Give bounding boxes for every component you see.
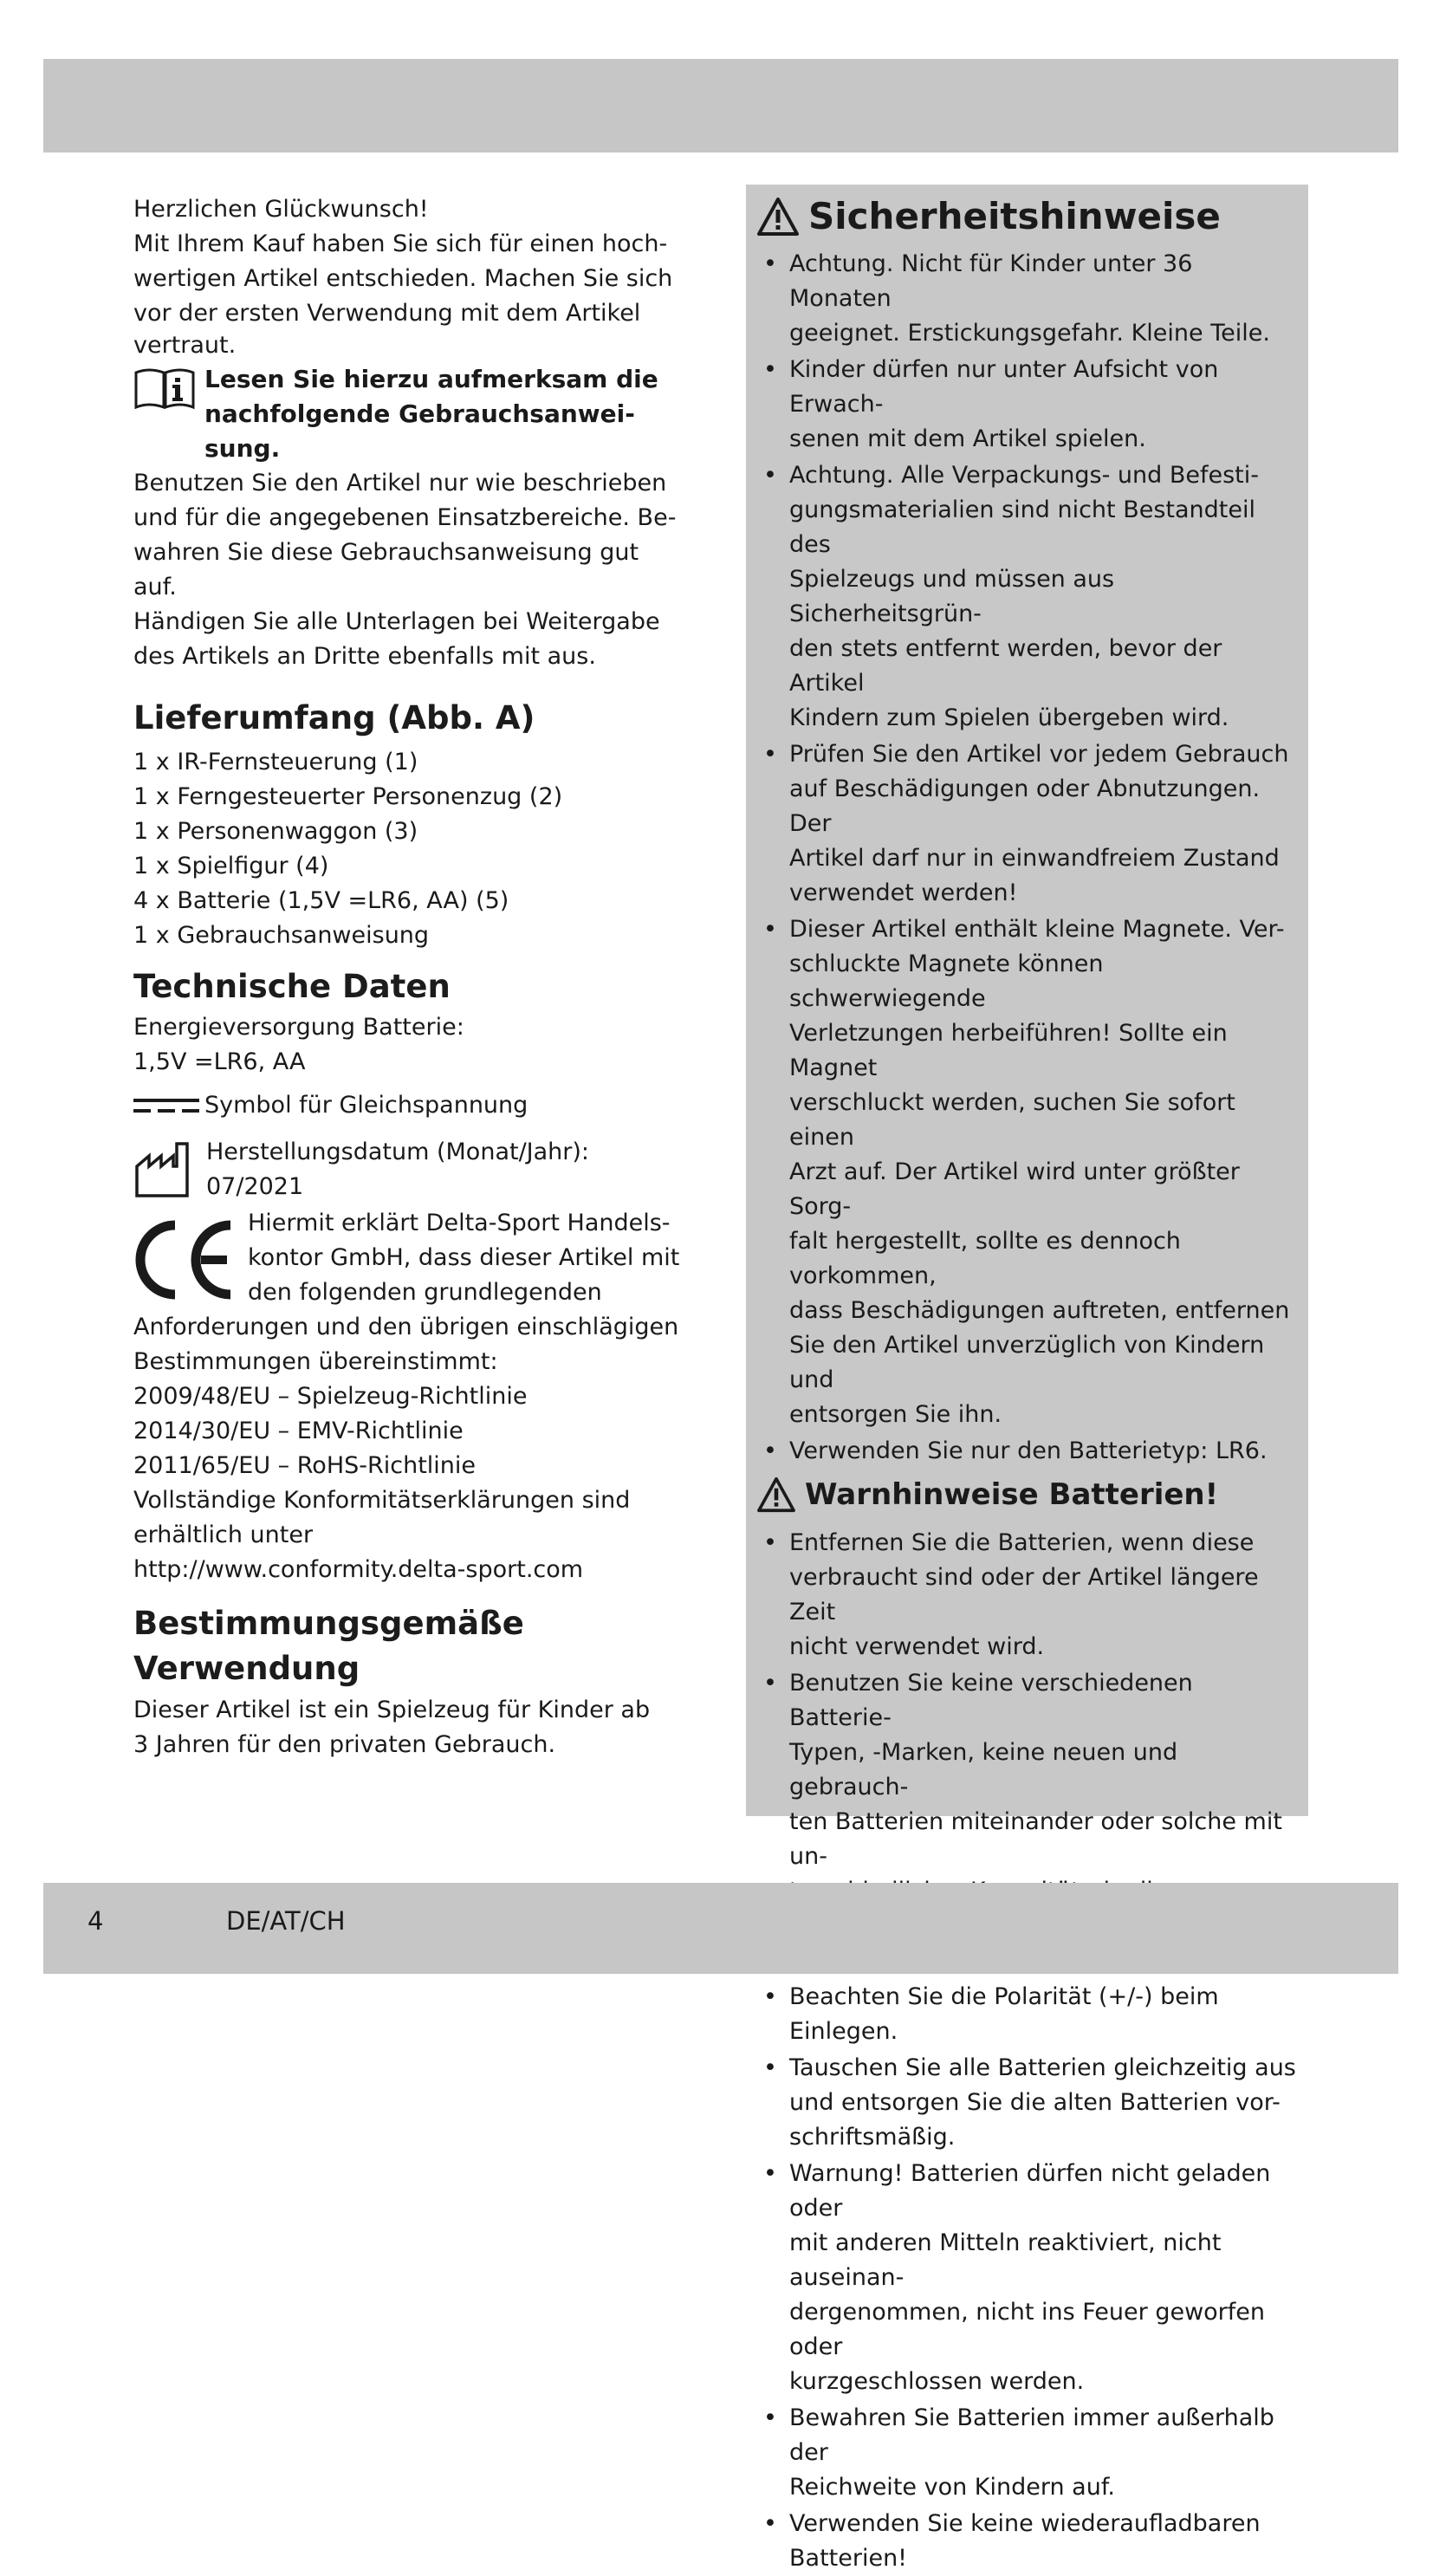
bullet-dot: • (763, 1983, 777, 2010)
bullet-dot: • (763, 250, 777, 277)
intended-use-heading-line: Bestimmungsgemäße (133, 1605, 524, 1642)
header-band (43, 59, 1398, 152)
safety-item-line: falt hergestellt, sollte es dennoch vorkommen, (789, 1228, 1181, 1289)
scope-item: 1 x Spielfigur (4) (133, 853, 329, 879)
bullet-dot: • (763, 1437, 777, 1464)
safety-item (756, 458, 1300, 736)
battery-item (756, 1526, 1300, 1664)
safety-item-line: Arzt auf. Der Artikel wird unter größter Sorg- (789, 1158, 1240, 1220)
usage-line: und für die angegebenen Einsatzbereiche. Be- (133, 504, 677, 531)
note-line: nachfolgende Gebrauchsanwei- (204, 399, 635, 428)
dc-symbol-row (133, 1088, 688, 1123)
safety-item (756, 737, 1300, 911)
tech-line: Energieversorgung Batterie: (133, 1014, 464, 1041)
bullet-dot: • (763, 462, 777, 489)
manufacture-date-row (133, 1135, 688, 1204)
battery-item-line: Benutzen Sie keine verschiedenen Batterie- (789, 1670, 1193, 1731)
safety-item-line: Kinder dürfen nur unter Aufsicht von Erwach- (789, 356, 1219, 418)
conformity-url[interactable]: http://www.conformity.delta-sport.com (133, 1556, 584, 1583)
intro-line: Mit Ihrem Kauf haben Sie sich für einen hoch- (133, 230, 668, 257)
ce-line: den folgenden grundlegenden (248, 1279, 602, 1306)
conformity-line: 2011/65/EU – RoHS-Richtlinie (133, 1452, 477, 1479)
battery-item (756, 2157, 1300, 2399)
conformity-line: Anforderungen und den übrigen einschlägigen (133, 1314, 679, 1340)
battery-warning-heading (756, 1474, 1300, 1515)
scope-item: 4 x Batterie (1,5V =LR6, AA) (5) (133, 887, 509, 914)
safety-item-line: senen mit dem Artikel spielen. (789, 425, 1146, 452)
safety-item-line: Verwenden Sie nur den Batterietyp: LR6. (789, 1437, 1268, 1464)
battery-item-line: nicht verwendet wird. (789, 1633, 1045, 1660)
battery-item-line: und entsorgen Sie die alten Batterien vor- (789, 2089, 1281, 2116)
scope-item: 1 x Ferngesteuerter Personenzug (2) (133, 783, 563, 810)
ce-declaration-row (133, 1206, 688, 1310)
usage-line: Benutzen Sie den Artikel nur wie beschrieben (133, 470, 667, 496)
safety-item-line: Kindern zum Spielen übergeben wird. (789, 704, 1229, 731)
page-number: 4 (88, 1906, 104, 1936)
safety-item-line: Prüfen Sie den Artikel vor jedem Gebrauch (789, 741, 1289, 768)
left-column (133, 192, 688, 1762)
tech-heading: Technische Daten (133, 968, 451, 1005)
bullet-dot: • (763, 916, 777, 943)
battery-item-line: Beachten Sie die Polarität (+/-) beim Einlegen. (789, 1983, 1219, 2045)
safety-item (756, 353, 1300, 457)
battery-item-line: Reichweite von Kindern auf. (789, 2474, 1115, 2501)
usage-line: des Artikels an Dritte ebenfalls mit aus. (133, 643, 596, 670)
note-line: Lesen Sie hierzu aufmerksam die (204, 365, 658, 393)
intended-use-line: Dieser Artikel ist ein Spielzeug für Kinder ab (133, 1697, 651, 1723)
manufacture-date-line: Herstellungsdatum (Monat/Jahr): (206, 1139, 590, 1165)
safety-item-line: den stets entfernt werden, bevor der Artikel (789, 635, 1222, 697)
bullet-dot: • (763, 2160, 777, 2187)
safety-list (756, 247, 1300, 1469)
battery-warning-heading-text: Warnhinweise Batterien! (805, 1477, 1219, 1512)
safety-item-line: gungsmaterialien sind nicht Bestandteil des (789, 496, 1255, 558)
safety-item-line: Sie den Artikel unverzüglich von Kindern und (789, 1332, 1265, 1393)
safety-item-line: Verletzungen herbeiführen! Sollte ein Magnet (789, 1020, 1228, 1081)
ce-line: Hiermit erklärt Delta-Sport Handels- (248, 1210, 671, 1236)
ce-line: kontor GmbH, dass dieser Artikel mit (248, 1244, 680, 1271)
open-book-info-icon (133, 366, 196, 411)
intro-line: Herzlichen Glückwunsch! (133, 196, 429, 223)
scope-item: 1 x IR-Fernsteuerung (1) (133, 749, 418, 775)
battery-item-line: ten Batterien miteinander oder solche mit un- (789, 1808, 1282, 1870)
factory-date-icon (133, 1140, 194, 1197)
bullet-dot: • (763, 356, 777, 383)
scope-item: 1 x Gebrauchsanweisung (133, 922, 430, 949)
battery-warning-list (756, 1526, 1300, 2576)
usage-line: wahren Sie diese Gebrauchsanweisung gut auf. (133, 539, 639, 600)
battery-item (756, 2507, 1300, 2576)
safety-item-line: verschluckt werden, suchen Sie sofort einen (789, 1089, 1235, 1151)
safety-heading (756, 191, 1300, 242)
conformity-line: erhältlich unter (133, 1522, 314, 1548)
safety-item-line: geeignet. Erstickungsgefahr. Kleine Teile. (789, 320, 1270, 347)
language-code: DE/AT/CH (226, 1906, 346, 1936)
battery-item (756, 1980, 1300, 2049)
conformity-line: 2014/30/EU – EMV-Richtlinie (133, 1418, 464, 1444)
intended-use-heading (133, 1601, 688, 1691)
safety-item-line: schluckte Magnete können schwerwiegende (789, 951, 1104, 1012)
bullet-dot: • (763, 1529, 777, 1556)
safety-item-line: auf Beschädigungen oder Abnutzungen. Der (789, 775, 1261, 837)
battery-item-line: Typen, -Marken, keine neuen und gebrauch- (789, 1739, 1178, 1801)
safety-item-line: Artikel darf nur in einwandfreiem Zustand (789, 845, 1280, 872)
bullet-dot: • (763, 2054, 777, 2081)
safety-item-line: entsorgen Sie ihn. (789, 1401, 1002, 1428)
intended-use-line: 3 Jahren für den privaten Gebrauch. (133, 1731, 556, 1758)
safety-item (756, 912, 1300, 1432)
battery-item-line: verbraucht sind oder der Artikel längere Zeit (789, 1564, 1259, 1625)
tech-line: 1,5V =LR6, AA (133, 1048, 306, 1075)
note-line: sung. (204, 434, 281, 463)
bullet-dot: • (763, 1670, 777, 1697)
intro-line: wertigen Artikel entschieden. Machen Sie sich (133, 265, 673, 292)
safety-item-line: Dieser Artikel enthält kleine Magnete. Ver- (789, 916, 1285, 943)
safety-item-line: Achtung. Alle Verpackungs- und Befesti- (789, 462, 1260, 489)
intro-line: vertraut. (133, 332, 237, 359)
bullet-dot: • (763, 741, 777, 768)
manufacture-date-line: 07/2021 (206, 1173, 304, 1200)
battery-item-line: Batterien! (789, 2545, 908, 2572)
safety-item-line: dass Beschädigungen auftreten, entfernen (789, 1297, 1290, 1324)
battery-item-line: schriftsmäßig. (789, 2124, 956, 2151)
battery-item-line: Verwenden Sie keine wiederaufladbaren (789, 2510, 1261, 2537)
dc-symbol-label: Symbol für Gleichspannung (204, 1092, 528, 1119)
battery-item (756, 2401, 1300, 2505)
battery-item-line: Warnung! Batterien dürfen nicht geladen oder (789, 2160, 1271, 2222)
battery-item-line: Tauschen Sie alle Batterien gleichzeitig aus (789, 2054, 1296, 2081)
battery-item (756, 2051, 1300, 2155)
warning-triangle-icon (756, 1476, 796, 1513)
safety-item (756, 247, 1300, 351)
ce-mark-icon (133, 1218, 237, 1301)
battery-item-line: dergenommen, nicht ins Feuer geworfen oder (789, 2299, 1266, 2360)
safety-item-line: verwendet werden! (789, 879, 1018, 906)
intro-line: vor der ersten Verwendung mit dem Artikel (133, 300, 641, 327)
conformity-line: 2009/48/EU – Spielzeug-Richtlinie (133, 1383, 528, 1410)
bullet-dot: • (763, 2404, 777, 2431)
warning-triangle-icon (756, 197, 800, 237)
safety-item (756, 1434, 1300, 1469)
usage-line: Händigen Sie alle Unterlagen bei Weitergabe (133, 608, 660, 635)
scope-heading: Lieferumfang (Abb. A) (133, 699, 535, 736)
battery-item-line: mit anderen Mitteln reaktiviert, nicht auseinan- (789, 2229, 1222, 2291)
conformity-line: Bestimmungen übereinstimmt: (133, 1348, 498, 1375)
battery-item-line: Bewahren Sie Batterien immer außerhalb der (789, 2404, 1274, 2466)
safety-panel (746, 185, 1308, 2572)
safety-item-line: Spielzeugs und müssen aus Sicherheitsgrün- (789, 566, 1115, 627)
scope-item: 1 x Personenwaggon (3) (133, 818, 418, 845)
battery-item-line: Entfernen Sie die Batterien, wenn diese (789, 1529, 1255, 1556)
safety-heading-text: Sicherheitshinweise (808, 195, 1221, 237)
read-instructions-note (133, 362, 688, 466)
battery-item-line: kurzgeschlossen werden. (789, 2368, 1085, 2395)
direct-current-icon (133, 1096, 199, 1115)
conformity-line: Vollständige Konformitätserklärungen sind (133, 1487, 631, 1514)
intended-use-heading-line: Verwendung (133, 1650, 360, 1687)
safety-item-line: Achtung. Nicht für Kinder unter 36 Monaten (789, 250, 1193, 312)
bullet-dot: • (763, 2510, 777, 2537)
